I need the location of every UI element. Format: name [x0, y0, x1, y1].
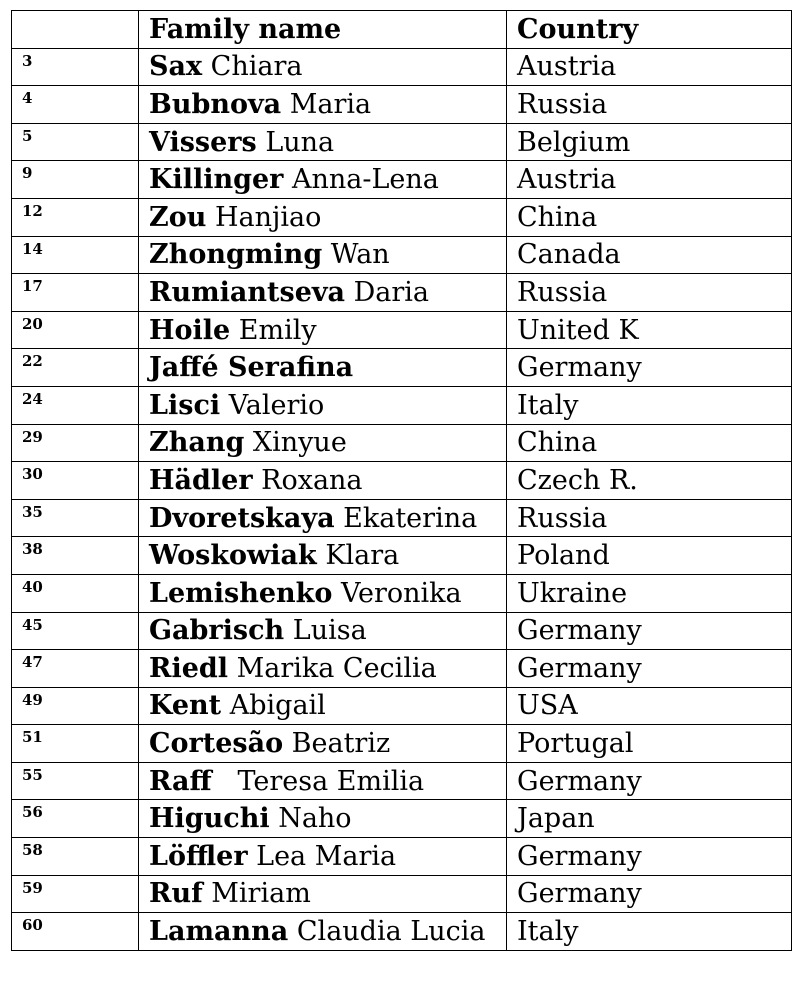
- row-number: 49: [12, 687, 139, 725]
- table-row: [12, 161, 792, 199]
- given-name: Ekaterina: [334, 502, 478, 534]
- name-cell: [139, 612, 507, 650]
- family-name: Cortesão: [149, 728, 284, 760]
- name-cell: [139, 424, 507, 462]
- row-number: 5: [12, 123, 139, 161]
- country-cell: Ukraine: [507, 574, 792, 612]
- country-cell: Russia: [507, 86, 792, 124]
- country-cell: Russia: [507, 499, 792, 537]
- name-cell: [139, 499, 507, 537]
- header-number: [12, 11, 139, 49]
- given-name: Wan: [322, 239, 390, 271]
- family-name: Lisci: [149, 389, 221, 421]
- table-row: [12, 762, 792, 800]
- row-number: 35: [12, 499, 139, 537]
- table-row: [12, 386, 792, 424]
- name-cell: [139, 762, 507, 800]
- row-number: 51: [12, 725, 139, 763]
- family-name: Riedl: [149, 652, 229, 684]
- given-name: Marika Cecilia: [228, 652, 437, 684]
- country-cell: Czech R.: [507, 462, 792, 500]
- name-cell: [139, 574, 507, 612]
- name-cell: [139, 875, 507, 913]
- given-name: Luna: [256, 126, 335, 158]
- country-cell: Canada: [507, 236, 792, 274]
- header-row: [12, 11, 792, 49]
- given-name: Daria: [345, 276, 430, 308]
- given-name: Claudia Lucia: [288, 916, 486, 948]
- family-name: Zou: [149, 201, 207, 233]
- row-number: 29: [12, 424, 139, 462]
- name-cell: [139, 386, 507, 424]
- country-cell: Poland: [507, 537, 792, 575]
- row-number: 12: [12, 198, 139, 236]
- row-number: 38: [12, 537, 139, 575]
- row-number: 60: [12, 913, 139, 951]
- family-name: Bubnova: [149, 88, 282, 120]
- country-cell: China: [507, 424, 792, 462]
- family-name: Woskowiak: [149, 540, 317, 572]
- name-cell: [139, 687, 507, 725]
- table-row: [12, 612, 792, 650]
- country-cell: Austria: [507, 48, 792, 86]
- given-name: Lea Maria: [247, 840, 397, 872]
- table-row: [12, 499, 792, 537]
- name-cell: [139, 349, 507, 387]
- table-row: [12, 123, 792, 161]
- given-name: Xinyue: [244, 427, 347, 459]
- table-row: [12, 86, 792, 124]
- country-cell: Russia: [507, 274, 792, 312]
- table-row: [12, 48, 792, 86]
- family-name: Killinger: [149, 164, 284, 196]
- header-family-name: Family name: [139, 11, 507, 49]
- name-cell: [139, 48, 507, 86]
- given-name: Valerio: [220, 389, 325, 421]
- country-cell: Germany: [507, 762, 792, 800]
- given-name: Anna-Lena: [283, 164, 439, 196]
- table-row: [12, 913, 792, 951]
- given-name: Teresa Emilia: [211, 765, 425, 797]
- family-name: Lemishenko: [149, 577, 333, 609]
- name-cell: [139, 236, 507, 274]
- row-number: 30: [12, 462, 139, 500]
- row-number: 58: [12, 838, 139, 876]
- country-cell: United K: [507, 311, 792, 349]
- table-body: [12, 48, 792, 950]
- table-row: [12, 875, 792, 913]
- given-name: Roxana: [252, 464, 363, 496]
- family-name: Sax: [149, 51, 203, 83]
- given-name: Veronika: [332, 577, 462, 609]
- given-name: Hanjiao: [206, 201, 322, 233]
- table-row: [12, 236, 792, 274]
- table-row: [12, 574, 792, 612]
- family-name: Raff: [149, 765, 212, 797]
- country-cell: China: [507, 198, 792, 236]
- name-cell: [139, 650, 507, 688]
- header-country: Country: [507, 11, 792, 49]
- family-name: Hoile: [149, 314, 231, 346]
- participants-table: [11, 10, 792, 951]
- table-row: [12, 838, 792, 876]
- country-cell: Portugal: [507, 725, 792, 763]
- country-cell: Germany: [507, 612, 792, 650]
- given-name: Abigail: [221, 690, 326, 722]
- family-name: Kent: [149, 690, 222, 722]
- given-name: Maria: [281, 88, 372, 120]
- given-name: Beatriz: [283, 728, 391, 760]
- name-cell: [139, 123, 507, 161]
- row-number: 9: [12, 161, 139, 199]
- family-name: Zhang: [149, 427, 245, 459]
- table-row: [12, 462, 792, 500]
- table-row: [12, 274, 792, 312]
- row-number: 55: [12, 762, 139, 800]
- table-row: [12, 687, 792, 725]
- family-name: Lamanna: [149, 916, 289, 948]
- table-row: [12, 349, 792, 387]
- table-row: [12, 725, 792, 763]
- row-number: 14: [12, 236, 139, 274]
- given-name: Miriam: [202, 878, 311, 910]
- given-name: Luisa: [284, 615, 367, 647]
- name-cell: [139, 838, 507, 876]
- country-cell: Italy: [507, 913, 792, 951]
- given-name: Klara: [316, 540, 400, 572]
- country-cell: Germany: [507, 650, 792, 688]
- country-cell: Germany: [507, 349, 792, 387]
- country-cell: Austria: [507, 161, 792, 199]
- table-row: [12, 424, 792, 462]
- table-row: [12, 198, 792, 236]
- name-cell: [139, 537, 507, 575]
- family-name: Ruf: [149, 878, 203, 910]
- name-cell: [139, 800, 507, 838]
- given-name: Chiara: [202, 51, 303, 83]
- row-number: 47: [12, 650, 139, 688]
- country-cell: Belgium: [507, 123, 792, 161]
- country-cell: Germany: [507, 838, 792, 876]
- name-cell: [139, 274, 507, 312]
- country-cell: USA: [507, 687, 792, 725]
- family-name: Gabrisch: [149, 615, 285, 647]
- table-row: [12, 800, 792, 838]
- family-name: Jaffé Serafina: [149, 352, 354, 384]
- family-name: Dvoretskaya: [149, 502, 335, 534]
- row-number: 4: [12, 86, 139, 124]
- row-number: 59: [12, 875, 139, 913]
- name-cell: [139, 198, 507, 236]
- row-number: 56: [12, 800, 139, 838]
- name-cell: [139, 86, 507, 124]
- family-name: Zhongming: [149, 239, 323, 271]
- row-number: 22: [12, 349, 139, 387]
- family-name: Rumiantseva: [149, 276, 346, 308]
- given-name: Emily: [230, 314, 317, 346]
- row-number: 24: [12, 386, 139, 424]
- country-cell: Japan: [507, 800, 792, 838]
- row-number: 3: [12, 48, 139, 86]
- table-row: [12, 311, 792, 349]
- name-cell: [139, 311, 507, 349]
- row-number: 20: [12, 311, 139, 349]
- table-row: [12, 650, 792, 688]
- name-cell: [139, 913, 507, 951]
- country-cell: Italy: [507, 386, 792, 424]
- family-name: Hädler: [149, 464, 253, 496]
- name-cell: [139, 725, 507, 763]
- row-number: 17: [12, 274, 139, 312]
- name-cell: [139, 161, 507, 199]
- row-number: 45: [12, 612, 139, 650]
- family-name: Löffler: [149, 840, 248, 872]
- family-name: Higuchi: [149, 803, 270, 835]
- table-row: [12, 537, 792, 575]
- country-cell: Germany: [507, 875, 792, 913]
- given-name: Naho: [269, 803, 352, 835]
- family-name: Vissers: [149, 126, 257, 158]
- row-number: 40: [12, 574, 139, 612]
- name-cell: [139, 462, 507, 500]
